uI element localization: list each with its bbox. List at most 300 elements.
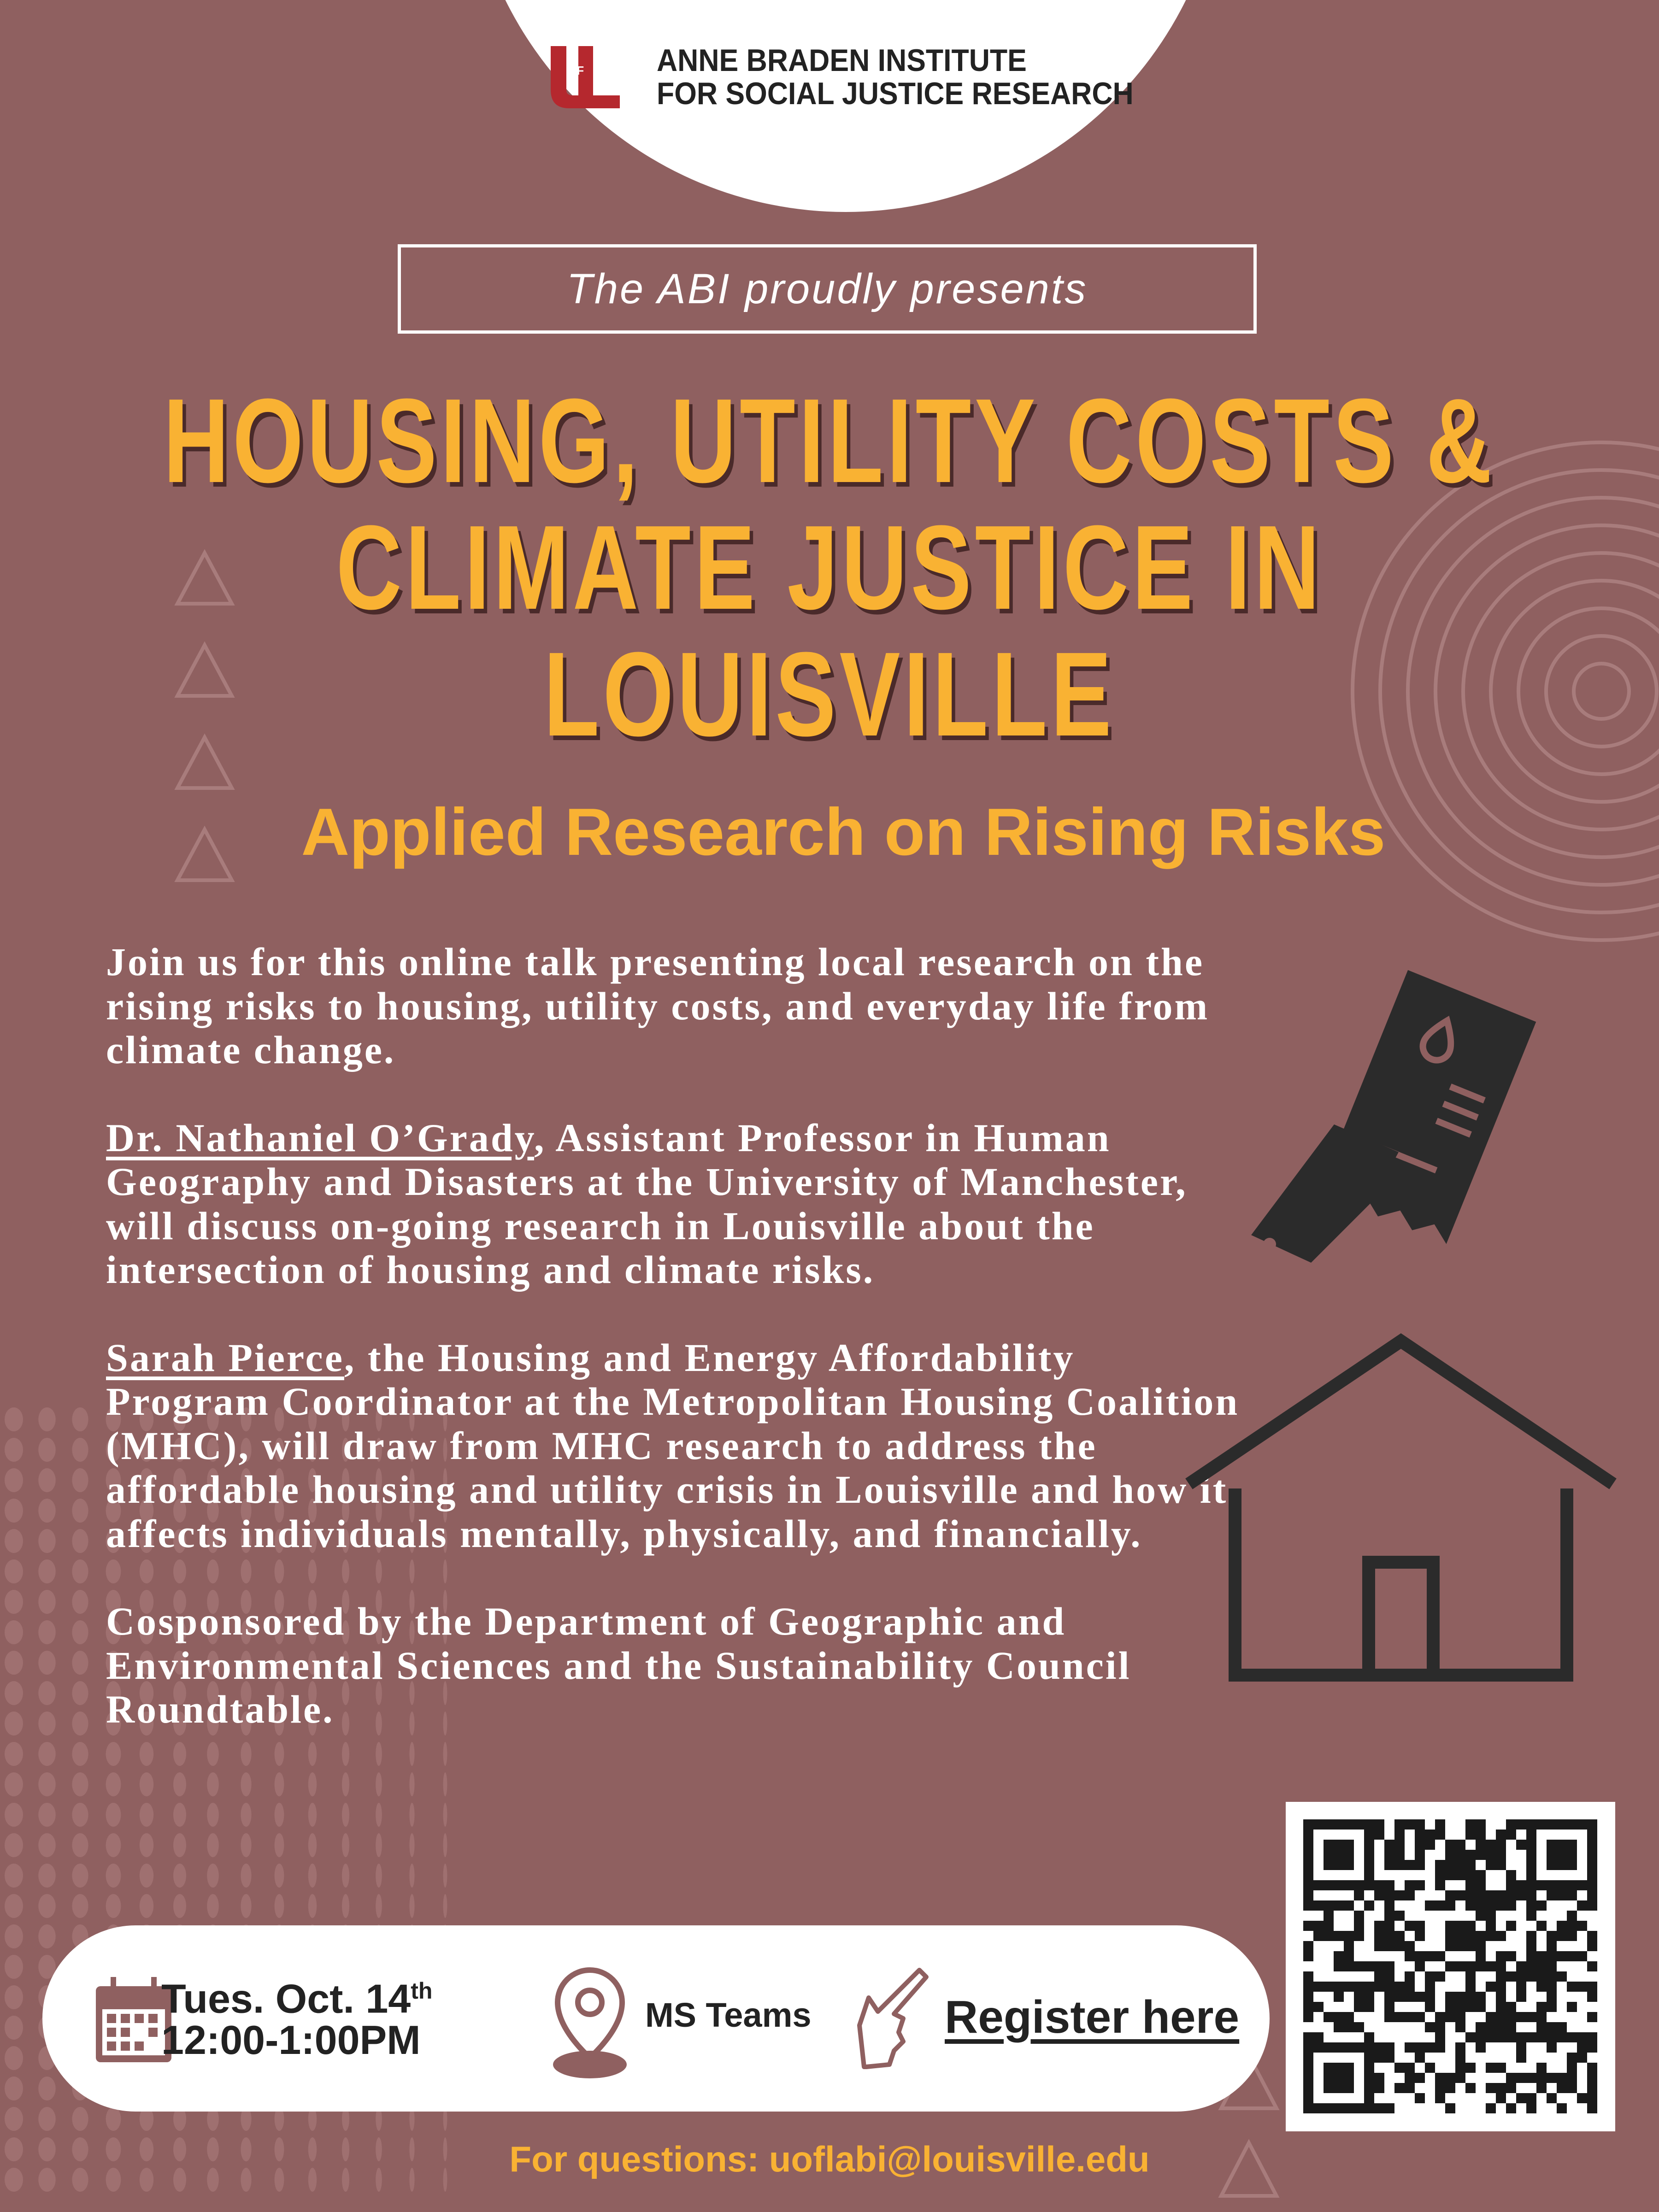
dot xyxy=(376,1833,382,1857)
qr-module xyxy=(1384,1931,1394,1941)
qr-module xyxy=(1476,2032,1486,2042)
dot xyxy=(38,1864,56,1888)
qr-module xyxy=(1445,1921,1455,1931)
qr-module xyxy=(1587,1860,1597,1870)
qr-module xyxy=(1506,1971,1516,1982)
qr-module xyxy=(1313,1921,1324,1931)
qr-module xyxy=(1334,2042,1344,2053)
qr-module xyxy=(1445,1961,1455,1971)
dot xyxy=(5,1985,23,2009)
qr-module xyxy=(1486,1921,1496,1931)
qr-module xyxy=(1506,1951,1516,1961)
qr-module xyxy=(1486,2022,1496,2032)
qr-module xyxy=(1496,1900,1506,1911)
qr-module xyxy=(1303,1921,1313,1931)
dot xyxy=(5,1559,23,1583)
qr-module xyxy=(1465,1819,1476,1830)
qr-module xyxy=(1476,1840,1486,1850)
qr-module xyxy=(1405,1992,1415,2002)
qr-module xyxy=(1455,2053,1465,2063)
dot xyxy=(140,1894,153,1918)
qr-module xyxy=(1465,2032,1476,2042)
qr-module xyxy=(1415,2042,1425,2053)
qr-module xyxy=(1435,1951,1445,1961)
qr-module xyxy=(1344,2073,1354,2083)
dot xyxy=(5,1742,23,1766)
title-line-1: HOUSING, UTILITY COSTS & xyxy=(163,374,1496,508)
qr-module xyxy=(1364,2042,1374,2053)
qr-module xyxy=(1455,2042,1465,2053)
qr-module xyxy=(1536,1961,1547,1971)
dot xyxy=(409,1833,414,1857)
qr-module xyxy=(1303,1840,1313,1850)
qr-module xyxy=(1364,1860,1374,1870)
qr-module xyxy=(1465,1982,1476,1992)
qr-module xyxy=(1445,1941,1455,1951)
qr-module xyxy=(1344,2103,1354,2113)
qr-module xyxy=(1567,2032,1577,2042)
qr-module xyxy=(1445,1890,1455,1900)
qr-module xyxy=(1526,2012,1536,2022)
dot xyxy=(72,1620,88,1644)
qr-module xyxy=(1334,1961,1344,1971)
qr-module xyxy=(1384,1900,1394,1911)
qr-module xyxy=(1384,1971,1394,1982)
dot xyxy=(342,1833,349,1857)
event-date: Tues. Oct. 14th xyxy=(161,1976,433,2022)
qr-module xyxy=(1374,2053,1384,2063)
dot xyxy=(342,1803,349,1827)
qr-module xyxy=(1405,1971,1415,1982)
qr-module xyxy=(1394,1911,1405,1921)
qr-module xyxy=(1506,1921,1516,1931)
dot xyxy=(376,1864,382,1888)
qr-module xyxy=(1465,1941,1476,1951)
dot xyxy=(38,1894,56,1918)
dot xyxy=(241,1803,251,1827)
qr-module xyxy=(1506,2083,1516,2093)
qr-module xyxy=(1334,2063,1344,2073)
org-name-line1: ANNE BRADEN INSTITUTE xyxy=(657,43,1027,78)
qr-module xyxy=(1536,1900,1547,1911)
qr-module xyxy=(1344,2083,1354,2093)
qr-module xyxy=(1526,1911,1536,1921)
dot xyxy=(38,1529,56,1553)
qr-module xyxy=(1536,1971,1547,1982)
qr-module xyxy=(1526,2093,1536,2103)
qr-module xyxy=(1516,1890,1526,1900)
qr-module xyxy=(1496,1971,1506,1982)
dot xyxy=(5,1803,23,1827)
qr-module xyxy=(1374,1961,1384,1971)
qr-module xyxy=(1567,1819,1577,1830)
qr-module xyxy=(1557,1840,1567,1850)
dot xyxy=(5,1894,23,1918)
dot xyxy=(72,1499,88,1523)
qr-module xyxy=(1415,2093,1425,2103)
qr-module xyxy=(1496,1830,1506,1840)
qr-module xyxy=(1354,1890,1364,1900)
qr-module xyxy=(1547,2042,1557,2053)
qr-module xyxy=(1303,1941,1313,1951)
qr-module xyxy=(1384,1992,1394,2002)
dot xyxy=(342,1894,349,1918)
qr-module xyxy=(1577,1951,1587,1961)
qr-module xyxy=(1425,1900,1435,1911)
dot xyxy=(38,1559,56,1583)
qr-module xyxy=(1354,1911,1364,1921)
qr-module xyxy=(1557,1860,1567,1870)
qr-module xyxy=(1415,2012,1425,2022)
dot xyxy=(275,1864,284,1888)
qr-module xyxy=(1577,1921,1587,1931)
dot xyxy=(443,1772,447,1796)
qr-module xyxy=(1364,2103,1374,2113)
qr-module xyxy=(1303,1890,1313,1900)
qr-module xyxy=(1577,1982,1587,1992)
registration-qr-code[interactable] xyxy=(1286,1802,1615,2131)
dot xyxy=(72,1559,88,1583)
qr-module xyxy=(1567,1860,1577,1870)
qr-module xyxy=(1496,1992,1506,2002)
qr-module xyxy=(1536,2012,1547,2022)
qr-module xyxy=(1324,1880,1334,1890)
qr-module xyxy=(1354,1819,1364,1830)
qr-module xyxy=(1344,2063,1354,2073)
qr-module xyxy=(1567,2002,1577,2012)
qr-module xyxy=(1567,1931,1577,1941)
dot xyxy=(38,1407,56,1431)
qr-module xyxy=(1374,1830,1384,1840)
qr-module xyxy=(1303,2002,1313,2012)
qr-module xyxy=(1516,1880,1526,1890)
qr-module xyxy=(1344,1860,1354,1870)
qr-module xyxy=(1354,1921,1364,1931)
qr-module xyxy=(1526,1961,1536,1971)
qr-module xyxy=(1526,1850,1536,1860)
qr-module xyxy=(1577,2042,1587,2053)
qr-module xyxy=(1516,2073,1526,2083)
qr-module xyxy=(1384,1911,1394,1921)
event-time: 12:00-1:00PM xyxy=(161,2017,421,2063)
qr-module xyxy=(1587,1840,1597,1850)
qr-module xyxy=(1567,1850,1577,1860)
qr-module xyxy=(1557,1850,1567,1860)
dot xyxy=(38,1712,56,1735)
qr-module xyxy=(1374,1880,1384,1890)
qr-module xyxy=(1374,1931,1384,1941)
title-row-3 xyxy=(0,628,1659,761)
qr-module xyxy=(1496,2012,1506,2022)
qr-module xyxy=(1415,1931,1425,1941)
qr-module xyxy=(1476,2002,1486,2012)
dot xyxy=(443,1894,447,1918)
qr-module xyxy=(1587,2103,1597,2113)
speaker1-description: , Assistant Professor in Human Geography and Disasters at the University of Manchester, will discuss on-going research in Louisville about the intersection of housing and climate risks. xyxy=(106,1115,1188,1292)
dot xyxy=(72,1803,88,1827)
dot xyxy=(140,1864,153,1888)
dot xyxy=(5,2016,23,2040)
qr-module xyxy=(1587,1819,1597,1830)
qr-module xyxy=(1455,1840,1465,1850)
qr-module xyxy=(1425,1971,1435,1982)
dot xyxy=(38,1468,56,1492)
qr-module xyxy=(1384,1941,1394,1951)
qr-module xyxy=(1567,1911,1577,1921)
qr-module xyxy=(1303,2053,1313,2063)
qr-module xyxy=(1344,1961,1354,1971)
qr-module xyxy=(1496,1982,1506,1992)
dot xyxy=(275,1772,284,1796)
qr-module xyxy=(1415,1860,1425,1870)
qr-module xyxy=(1394,2063,1405,2073)
qr-module xyxy=(1445,2073,1455,2083)
qr-module xyxy=(1557,2022,1567,2032)
qr-module xyxy=(1486,1860,1496,1870)
qr-module xyxy=(1506,1900,1516,1911)
qr-module xyxy=(1394,2083,1405,2093)
dot xyxy=(140,1833,153,1857)
qr-module xyxy=(1486,1850,1496,1860)
qr-module xyxy=(1354,2022,1364,2032)
qr-module xyxy=(1536,2002,1547,2012)
qr-module xyxy=(1354,1880,1364,1890)
speaker2-paragraph xyxy=(106,1336,1240,1556)
qr-module xyxy=(1334,2012,1344,2022)
dot xyxy=(5,1590,23,1614)
qr-module xyxy=(1557,2073,1567,2083)
qr-module xyxy=(1415,1951,1425,1961)
qr-module xyxy=(1384,1982,1394,1992)
qr-module xyxy=(1394,1860,1405,1870)
qr-module xyxy=(1394,1982,1405,1992)
qr-module xyxy=(1587,1931,1597,1941)
dot xyxy=(5,1833,23,1857)
dot xyxy=(443,1803,447,1827)
qr-module xyxy=(1476,1992,1486,2002)
qr-module xyxy=(1405,2042,1415,2053)
qr-module xyxy=(1445,1900,1455,1911)
qr-module xyxy=(1455,2002,1465,2012)
qr-module xyxy=(1394,1931,1405,1941)
dot xyxy=(5,1499,23,1523)
qr-module xyxy=(1303,1830,1313,1840)
title-line-2: CLIMATE JUSTICE IN xyxy=(335,501,1324,635)
dot xyxy=(106,2107,121,2131)
dot xyxy=(173,1833,186,1857)
qr-module xyxy=(1354,1982,1364,1992)
qr-module xyxy=(1587,2063,1597,2073)
qr-module xyxy=(1405,1880,1415,1890)
qr-module xyxy=(1435,1870,1445,1880)
dot xyxy=(38,1924,56,1948)
qr-module xyxy=(1344,1900,1354,1911)
qr-module xyxy=(1394,1830,1405,1840)
qr-module xyxy=(1334,1992,1344,2002)
qr-module xyxy=(1324,1911,1334,1921)
presents-text: The ABI proudly presents xyxy=(566,265,1088,312)
qr-module xyxy=(1364,2083,1374,2093)
qr-module xyxy=(1384,2053,1394,2063)
qr-module xyxy=(1486,1900,1496,1911)
qr-module xyxy=(1526,1941,1536,1951)
qr-module xyxy=(1557,2103,1567,2113)
dot xyxy=(173,1864,186,1888)
dot xyxy=(38,2107,56,2131)
dot xyxy=(342,1864,349,1888)
qr-module xyxy=(1435,2093,1445,2103)
qr-module xyxy=(1364,2093,1374,2103)
qr-module xyxy=(1496,1860,1506,1870)
qr-module xyxy=(1506,1880,1516,1890)
qr-module xyxy=(1364,1840,1374,1850)
qr-module xyxy=(1455,2063,1465,2073)
qr-module xyxy=(1344,2022,1354,2032)
qr-module xyxy=(1334,1982,1344,1992)
qr-module xyxy=(1324,1982,1334,1992)
qr-module xyxy=(1455,1870,1465,1880)
qr-module xyxy=(1577,1819,1587,1830)
contact-email[interactable]: For questions: uoflabi@louisville.edu xyxy=(509,2139,1150,2179)
qr-module xyxy=(1455,1941,1465,1951)
qr-module xyxy=(1486,1840,1496,1850)
qr-module xyxy=(1486,2103,1496,2113)
qr-module xyxy=(1405,1860,1415,1870)
qr-code-icon xyxy=(1286,1802,1615,2131)
qr-module xyxy=(1354,2042,1364,2053)
qr-module xyxy=(1415,1840,1425,1850)
qr-module xyxy=(1567,1982,1577,1992)
qr-module xyxy=(1506,2022,1516,2032)
qr-module xyxy=(1445,1850,1455,1860)
qr-module xyxy=(1364,2002,1374,2012)
qr-module xyxy=(1587,2093,1597,2103)
qr-module xyxy=(1435,2012,1445,2022)
qr-module xyxy=(1486,1961,1496,1971)
qr-module xyxy=(1567,1921,1577,1931)
dot xyxy=(5,2107,23,2131)
qr-module xyxy=(1547,2093,1557,2103)
dot xyxy=(173,1803,186,1827)
dot xyxy=(376,1772,382,1796)
qr-module xyxy=(1547,2002,1557,2012)
qr-module xyxy=(1425,2002,1435,2012)
qr-module xyxy=(1435,2042,1445,2053)
dot xyxy=(140,1803,153,1827)
qr-module xyxy=(1445,2002,1455,2012)
qr-module xyxy=(1364,2063,1374,2073)
qr-module xyxy=(1324,1931,1334,1941)
dot xyxy=(5,1407,23,1431)
qr-module xyxy=(1415,1992,1425,2002)
qr-module xyxy=(1334,1860,1344,1870)
qr-module xyxy=(1354,2002,1364,2012)
dot xyxy=(72,2107,88,2131)
qr-module xyxy=(1415,1880,1425,1890)
qr-module xyxy=(1384,1860,1394,1870)
dot xyxy=(275,1894,284,1918)
qr-module xyxy=(1435,2032,1445,2042)
qr-module xyxy=(1334,2083,1344,2093)
qr-module xyxy=(1445,1860,1455,1870)
qr-module xyxy=(1303,1819,1313,1830)
qr-module xyxy=(1476,1890,1486,1900)
qr-module xyxy=(1577,2093,1587,2103)
qr-module xyxy=(1394,1850,1405,1860)
event-title xyxy=(0,374,1659,761)
qr-module xyxy=(1547,1931,1557,1941)
qr-module xyxy=(1486,1911,1496,1921)
register-link[interactable]: Register here xyxy=(945,1991,1240,2043)
qr-module xyxy=(1536,1951,1547,1961)
dot xyxy=(207,1772,219,1796)
qr-module xyxy=(1465,1870,1476,1880)
qr-module xyxy=(1445,1870,1455,1880)
dot xyxy=(72,1438,88,1462)
qr-module xyxy=(1547,2073,1557,2083)
qr-module xyxy=(1334,1880,1344,1890)
institute-logo xyxy=(551,44,1175,110)
qr-module xyxy=(1344,1880,1354,1890)
title-row-2 xyxy=(0,501,1659,635)
qr-module xyxy=(1374,1941,1384,1951)
dot xyxy=(38,1742,56,1766)
qr-module xyxy=(1324,1860,1334,1870)
qr-module xyxy=(1496,2093,1506,2103)
dot xyxy=(5,1529,23,1553)
qr-module xyxy=(1547,1860,1557,1870)
qr-module xyxy=(1384,1850,1394,1860)
qr-module xyxy=(1536,1982,1547,1992)
qr-module xyxy=(1324,1840,1334,1850)
qr-module xyxy=(1303,1992,1313,2002)
qr-module xyxy=(1455,1961,1465,1971)
dot xyxy=(308,1772,317,1796)
qr-module xyxy=(1516,2042,1526,2053)
qr-module xyxy=(1506,2103,1516,2113)
qr-module xyxy=(1536,2073,1547,2083)
qr-module xyxy=(1354,1961,1364,1971)
qr-module xyxy=(1334,2022,1344,2032)
qr-module xyxy=(1587,2012,1597,2022)
qr-module xyxy=(1313,2002,1324,2012)
qr-module xyxy=(1496,1951,1506,1961)
dot xyxy=(409,1894,414,1918)
qr-module xyxy=(1344,2012,1354,2022)
qr-module xyxy=(1506,2002,1516,2012)
dot xyxy=(106,1803,121,1827)
qr-module xyxy=(1313,2032,1324,2042)
qr-module xyxy=(1577,2032,1587,2042)
qr-module xyxy=(1496,2002,1506,2012)
svg-text:OF: OF xyxy=(567,63,584,77)
qr-module xyxy=(1384,2042,1394,2053)
qr-module xyxy=(1455,2022,1465,2032)
qr-module xyxy=(1587,1830,1597,1840)
qr-module xyxy=(1435,1860,1445,1870)
qr-module xyxy=(1506,2032,1516,2042)
qr-module xyxy=(1547,2032,1557,2042)
utility-bill-icon xyxy=(1242,959,1560,1286)
event-subtitle: Applied Research on Rising Risks xyxy=(301,794,1386,869)
dot xyxy=(409,1803,414,1827)
qr-module xyxy=(1587,1870,1597,1880)
qr-module xyxy=(1364,1982,1374,1992)
dot xyxy=(409,1772,414,1796)
qr-module xyxy=(1516,1819,1526,1830)
qr-module xyxy=(1476,1870,1486,1880)
qr-module xyxy=(1465,1860,1476,1870)
